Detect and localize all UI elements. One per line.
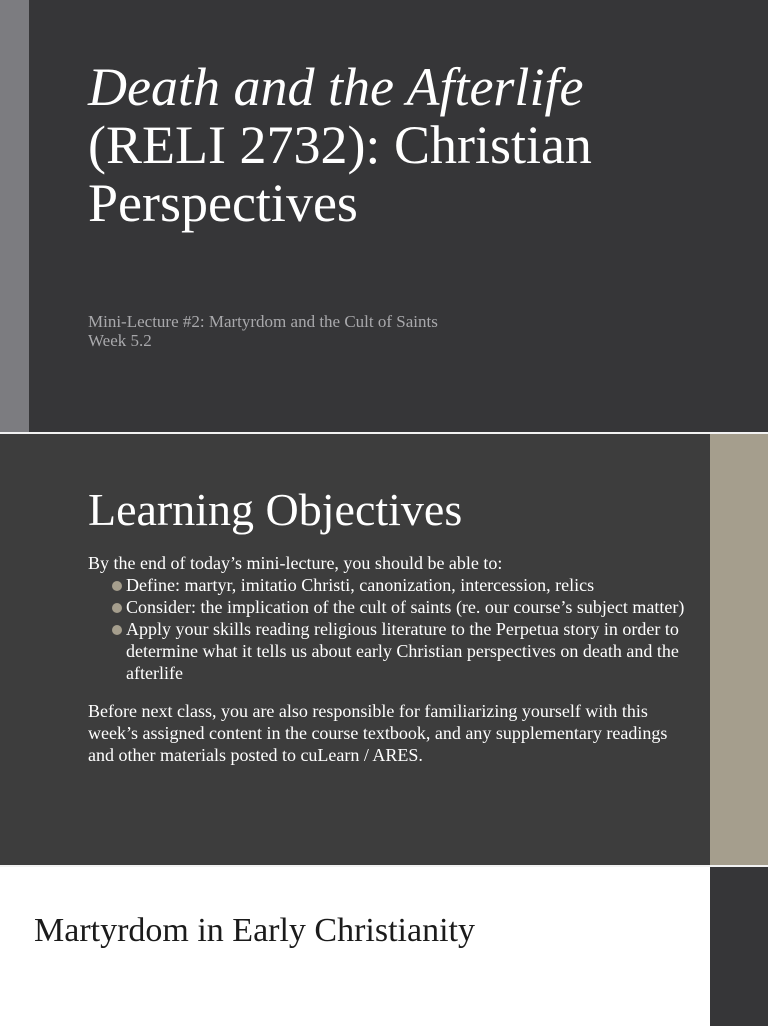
objective-item: [88, 596, 688, 618]
right-accent-bar: [710, 434, 768, 865]
title-slide: [0, 0, 768, 432]
martyrdom-heading: Martyrdom in Early Christianity: [34, 912, 475, 949]
slide-title-rest: (RELI 2732): Christian Perspectives: [88, 115, 592, 233]
martyrdom-slide: [0, 867, 768, 1026]
slide-title-italic: Death and the Afterlife: [88, 57, 584, 117]
objectives-outro: Before next class, you are also responsible for familiarizing yourself with this week’s assigned content in the course textbook, and any supplementary readings and other materials posted to cuLearn / ARES.: [88, 701, 668, 765]
objectives-intro: By the end of today’s mini-lecture, you should be able to:: [88, 553, 503, 573]
subtitle-line-1: Mini-Lecture #2: Martyrdom and the Cult of Saints: [88, 312, 438, 331]
bullet-dot-icon: [112, 603, 122, 613]
objectives-body: [88, 552, 688, 766]
slide-title: [88, 58, 728, 232]
objective-text: Apply your skills reading religious literature to the Perpetua story in order to determine what it tells us about early Christian perspectives on death and the afterlife: [126, 619, 679, 683]
slide-subtitle: [88, 312, 438, 350]
bullet-dot-icon: [112, 625, 122, 635]
objectives-heading: Learning Objectives: [88, 484, 463, 535]
objectives-list: [88, 574, 688, 684]
objective-text: Define: martyr, imitatio Christi, canonization, intercession, relics: [126, 575, 595, 595]
left-accent-bar: [0, 0, 29, 432]
objective-item: [88, 574, 688, 596]
bullet-dot-icon: [112, 581, 122, 591]
objective-text: Consider: the implication of the cult of saints (re. our course’s subject matter): [126, 597, 685, 617]
objective-item: [88, 618, 688, 684]
objectives-slide: [0, 434, 768, 865]
right-accent-bar: [710, 867, 768, 1026]
subtitle-line-2: Week 5.2: [88, 331, 152, 350]
